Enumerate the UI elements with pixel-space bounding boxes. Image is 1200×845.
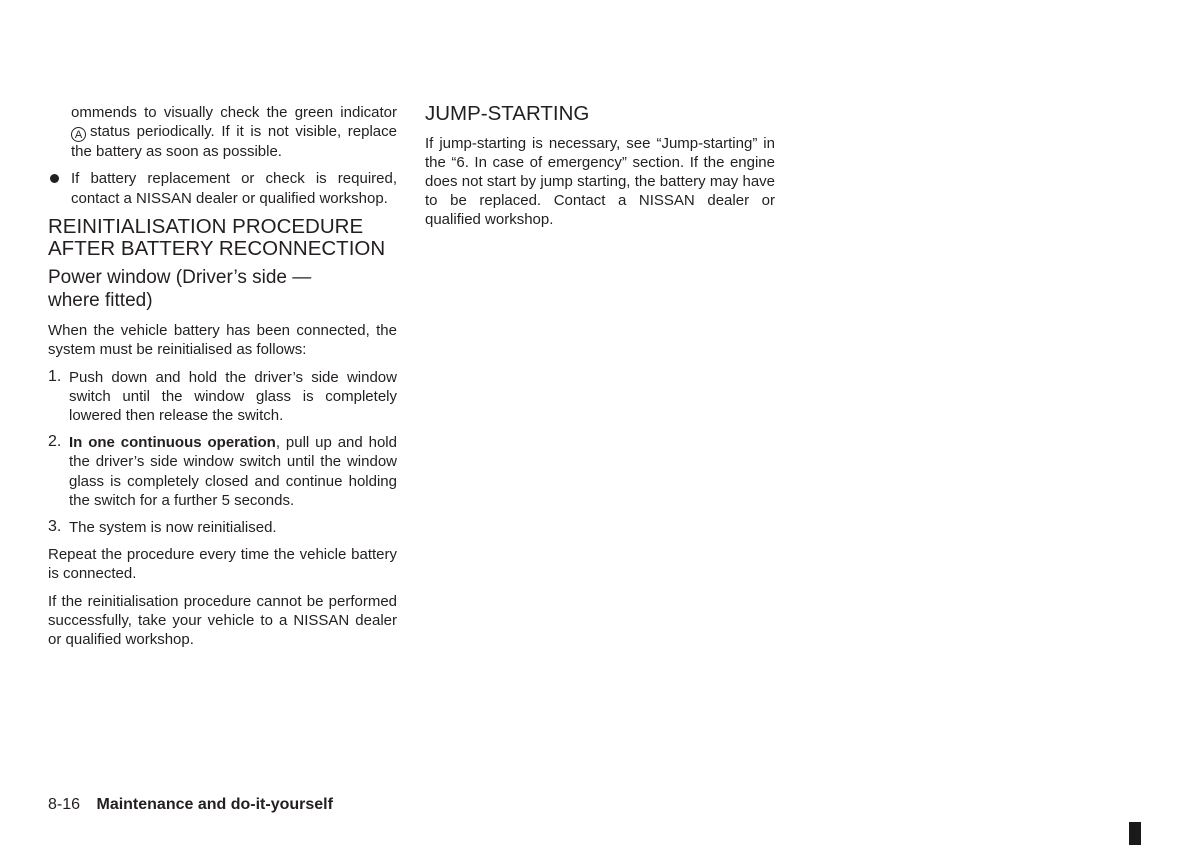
section-heading-line1: REINITIALISATION PROCEDURE bbox=[48, 214, 364, 238]
step-bold-text: In one continuous operation bbox=[69, 434, 276, 452]
subheading-line2: where fitted) bbox=[48, 289, 153, 311]
step-number: 3. bbox=[48, 518, 62, 536]
right-column bbox=[425, 103, 775, 230]
step-number: 2. bbox=[48, 433, 62, 451]
step-2 bbox=[48, 433, 397, 510]
continued-text-1: ommends to visually check the green indicator bbox=[71, 104, 397, 121]
bullet-text: If battery replacement or check is required, contact a NISSAN dealer or qualified workshop. bbox=[71, 170, 397, 207]
subheading-line1: Power window (Driver’s side — bbox=[48, 267, 312, 288]
step-rest-text: , pull up and hold the driver’s side window switch until the window glass is completely closed and continue holding the switch for a further 5 seconds. bbox=[69, 434, 397, 509]
bullet-item bbox=[48, 169, 397, 207]
indicator-a-callout: A bbox=[71, 127, 86, 142]
intro-paragraph: When the vehicle battery has been connected, the system must be reinitialised as follows: bbox=[48, 322, 397, 359]
page-number: 8-16 bbox=[48, 796, 81, 813]
step-3 bbox=[48, 518, 397, 537]
bullet-dot-icon bbox=[50, 174, 59, 183]
step-1 bbox=[48, 368, 397, 426]
fail-paragraph: If the reinitialisation procedure cannot be performed successfully, take your vehicle to a NISSAN dealer or qualified workshop. bbox=[48, 592, 397, 649]
left-column bbox=[48, 103, 397, 649]
repeat-paragraph: Repeat the procedure every time the vehicle battery is connected. bbox=[48, 546, 397, 583]
jump-starting-paragraph: If jump-starting is necessary, see “Jump-starting” in the “6. In case of emergency” section. If the engine does not start by jump starting, the battery may have to be replaced. Contact a NISSAN dealer or qualified workshop. bbox=[425, 134, 775, 229]
step-text: Push down and hold the driver’s side window switch until the window glass is completely lowered then release the switch. bbox=[69, 368, 397, 424]
section-heading-jump-starting: JUMP-STARTING bbox=[425, 102, 590, 125]
section-heading-reinitialisation bbox=[48, 216, 397, 261]
continued-paragraph bbox=[48, 103, 397, 161]
page-footer bbox=[48, 795, 333, 815]
chapter-title: Maintenance and do-it-yourself bbox=[96, 796, 333, 813]
step-number: 1. bbox=[48, 367, 62, 385]
continued-text-2: status periodically. If it is not visible, replace the battery as soon as possible. bbox=[71, 123, 397, 161]
step-text: The system is now reinitialised. bbox=[69, 519, 277, 537]
step-text bbox=[69, 433, 397, 510]
subheading-power-window bbox=[48, 267, 397, 312]
section-heading-line2: AFTER BATTERY RECONNECTION bbox=[48, 237, 386, 261]
chapter-tab-marker bbox=[1129, 822, 1141, 845]
